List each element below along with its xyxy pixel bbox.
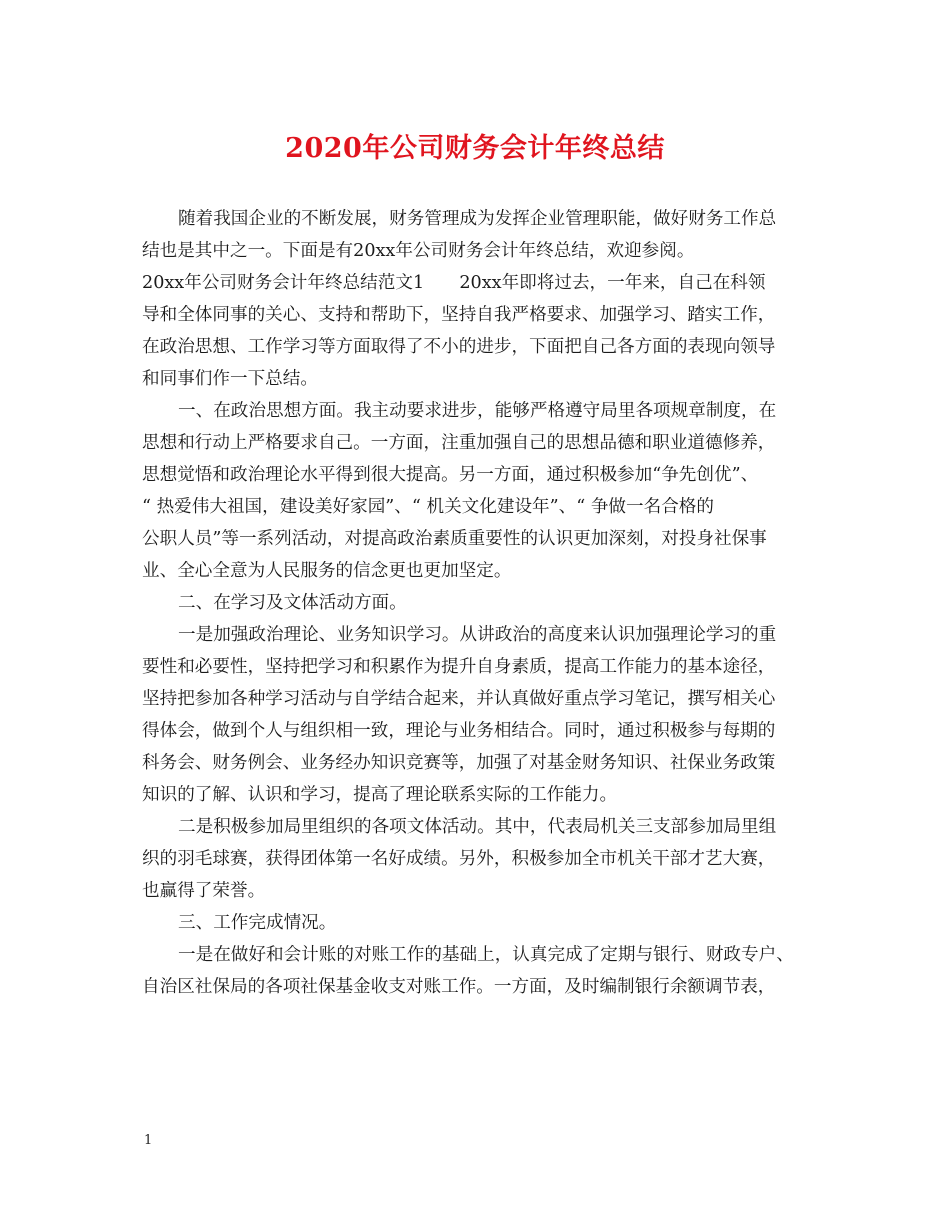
text-line: 坚持把参加各种学习活动与自学结合起来，并认真做好重点学习笔记，撰写相关心 [142, 689, 776, 709]
text-line: 知识的了解、认识和学习，提高了理论联系实际的工作能力。 [142, 785, 618, 805]
text-line: 自治区社保局的各项社保基金收支对账工作。一方面，及时编制银行余额调节表， [142, 977, 776, 997]
text-line: 和同事们作一下总结。 [142, 369, 318, 389]
text-line: 也赢得了荣誉。 [142, 881, 266, 901]
text-line: 得体会，做到个人与组织相一致，理论与业务相结合。同时，通过积极参与每期的 [142, 721, 776, 741]
text-line: 要性和必要性，坚持把学习和积累作为提升自身素质，提高工作能力的基本途径， [142, 657, 776, 677]
text-line: 二、在学习及文体活动方面。 [178, 593, 407, 613]
text-line: 在政治思想、工作学习等方面取得了不小的进步，下面把自己各方面的表现向领导 [142, 337, 776, 357]
text-line: 思想和行动上严格要求自己。一方面，注重加强自己的思想品德和职业道德修养， [142, 433, 776, 453]
text-line: 一是在做好和会计账的对账工作的基础上，认真完成了定期与银行、财政专户、 [178, 945, 794, 965]
document-title: 2020年公司财务会计年终总结 [285, 133, 665, 164]
text-line: 导和全体同事的关心、支持和帮助下，坚持自我严格要求、加强学习、踏实工作， [142, 305, 776, 325]
text-line: 随着我国企业的不断发展，财务管理成为发挥企业管理职能，做好财务工作总 [178, 209, 777, 229]
text-line: 一是加强政治理论、业务知识学习。从讲政治的高度来认识加强理论学习的重 [178, 625, 777, 645]
text-line: 结也是其中之一。下面是有20xx年公司财务会计年终总结，欢迎参阅。 [142, 241, 695, 261]
text-line: 科务会、财务例会、业务经办知识竞赛等，加强了对基金财务知识、社保业务政策 [142, 753, 776, 773]
text-line: 一、在政治思想方面。我主动要求进步，能够严格遵守局里各项规章制度，在 [178, 401, 777, 421]
text-line: 思想觉悟和政治理论水平得到很大提高。另一方面，通过积极参加“争先创优”、 [142, 465, 759, 485]
text-line: 20xx年公司财务会计年终总结范文1 20xx年即将过去，一年来，自己在科领 [142, 273, 766, 293]
text-line: “ 热爱伟大祖国，建设美好家园”、“ 机关文化建设年”、“ 争做一名合格的 [142, 497, 714, 517]
text-line: 公职人员”等一系列活动，对提高政治素质重要性的认识更加深刻，对投身社保事 [142, 529, 767, 549]
text-line: 三、工作完成情况。 [178, 913, 337, 933]
text-line: 业、全心全意为人民服务的信念更也更加坚定。 [142, 561, 512, 581]
text-line: 二是积极参加局里组织的各项文体活动。其中，代表局机关三支部参加局里组 [178, 817, 777, 837]
document-body [142, 203, 814, 1003]
text-line: 织的羽毛球赛，获得团体第一名好成绩。另外，积极参加全市机关干部才艺大赛， [142, 849, 776, 869]
page-number: 1 [144, 1133, 153, 1148]
